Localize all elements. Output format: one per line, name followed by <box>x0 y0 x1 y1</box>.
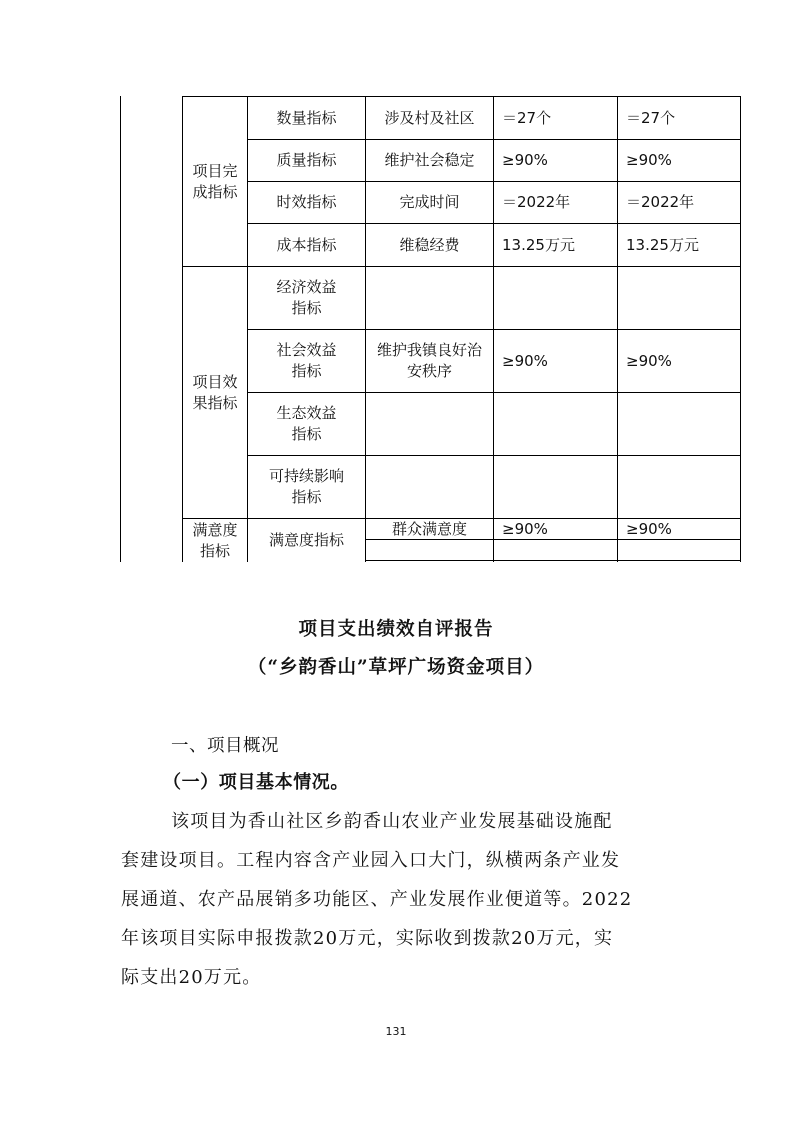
content-cell: 涉及村及社区 <box>384 108 475 127</box>
target-cell: 13.25万元 <box>502 235 575 254</box>
actual-cell: 13.25万元 <box>626 235 699 254</box>
content-cell <box>366 393 493 455</box>
paragraph-line: 该项目为香山社区乡韵香山农业产业发展基础设施配 <box>171 811 613 832</box>
indicator-cell: 经济效益 指标 <box>276 278 337 317</box>
content-cell <box>366 267 493 329</box>
actual-cell: ＝27个 <box>626 108 676 127</box>
target-cell <box>494 456 617 518</box>
table-border <box>120 96 121 562</box>
section-heading: 一、项目概况 <box>171 736 279 756</box>
indicator-cell: 时效指标 <box>276 193 337 211</box>
target-cell: ≥90% <box>502 519 548 538</box>
indicator-cell: 满意度指标 <box>268 531 344 549</box>
actual-cell: ≥90% <box>626 351 672 370</box>
target-cell: ＝2022年 <box>502 193 571 211</box>
subsection-heading: （一）项目基本情况。 <box>163 772 349 793</box>
group-label-satisfaction: 满意度 指标 <box>192 520 238 560</box>
content-cell: 维稳经费 <box>399 235 460 254</box>
indicator-cell: 成本指标 <box>276 235 337 254</box>
content-cell: 完成时间 <box>399 193 460 211</box>
content-cell: 群众满意度 <box>391 519 467 538</box>
indicator-cell: 可持续影响 指标 <box>268 467 344 506</box>
target-cell <box>494 267 617 329</box>
actual-cell: ≥90% <box>626 519 672 538</box>
actual-cell <box>618 267 740 329</box>
indicator-cell: 数量指标 <box>276 108 337 127</box>
indicator-cell: 生态效益 指标 <box>276 404 337 443</box>
page-number: 131 <box>385 1025 407 1038</box>
paragraph-line: 展通道、农产品展销多功能区、产业发展作业便道等。2022 <box>121 889 633 910</box>
report-subtitle: （“乡韵香山”草坪广场资金项目） <box>247 657 545 678</box>
target-cell: ＝27个 <box>502 108 552 127</box>
content-cell <box>366 456 493 518</box>
target-cell: ≥90% <box>502 151 548 169</box>
paragraph-line: 年该项目实际申报拨款20万元，实际收到拨款20万元，实 <box>121 928 614 949</box>
paragraph-line: 套建设项目。工程内容含产业园入口大门，纵横两条产业发 <box>121 850 621 871</box>
actual-cell: ＝2022年 <box>626 193 695 211</box>
indicator-cell: 社会效益 指标 <box>276 341 337 380</box>
table-border <box>365 560 741 561</box>
actual-cell: ≥90% <box>626 151 672 169</box>
group-label-completion: 项目完 成指标 <box>192 161 238 201</box>
paragraph-line: 际支出20万元。 <box>121 967 262 988</box>
group-label-effect: 项目效 果指标 <box>192 372 238 412</box>
indicator-cell: 质量指标 <box>276 151 337 169</box>
actual-cell <box>618 393 740 455</box>
content-cell: 维护社会稳定 <box>384 151 475 169</box>
target-cell: ≥90% <box>502 351 548 370</box>
report-title: 项目支出绩效自评报告 <box>298 619 494 640</box>
content-cell: 维护我镇良好治 安秩序 <box>376 341 482 380</box>
target-cell <box>494 393 617 455</box>
actual-cell <box>618 456 740 518</box>
